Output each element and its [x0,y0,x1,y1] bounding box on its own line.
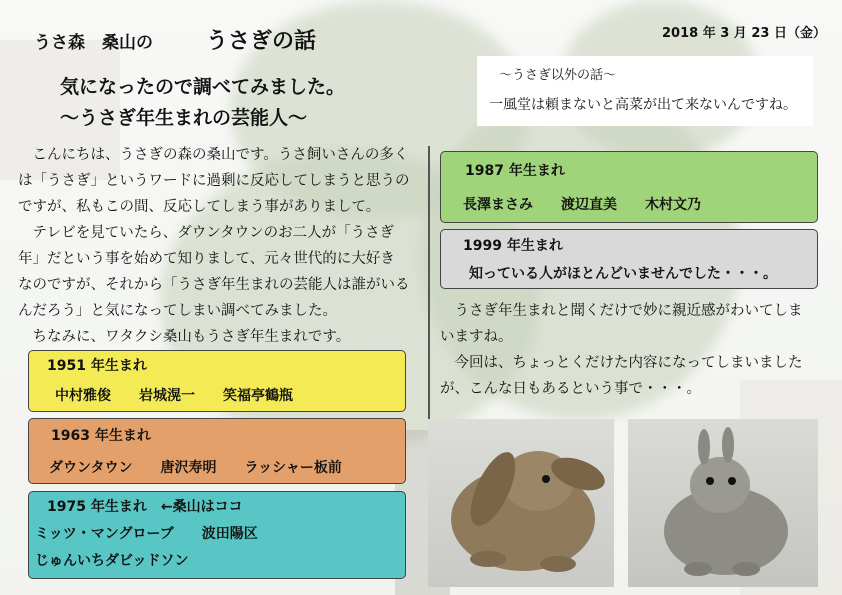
year-names: じゅんいちダビッドソン [35,553,189,569]
year-names: 中村雅俊 岩城滉一 笑福亭鶴瓶 [55,388,293,404]
subtitle-line-2: ～うさぎ年生まれの芸能人～ [60,107,308,129]
date-label: 2018 年 3 月 23 日（金） [662,26,826,41]
year-label: 1963 年生まれ [51,428,151,444]
author-heading: うさ森 桑山の [34,33,153,53]
outro-line: 今回は、ちょっとくだけた内容になってしまいました [440,355,803,371]
year-label: 1987 年生まれ [465,163,565,179]
intro-line: なのですが、それから「うさぎ年生まれの芸能人は誰がいる [18,277,410,293]
outro-line: うさぎ年生まれと聞くだけで妙に親近感がわいてしま [440,303,803,319]
other-talk-body: 一風堂は頼まないと高菜が出て来ないんですね。 [489,97,797,113]
intro-line: んだろう」と気になってしまい調べてみました。 [18,303,337,319]
outro-line: が、こんな日もあるという事で・・・。 [440,381,701,397]
page-title: うさぎの話 [206,29,317,54]
year-names: 長澤まさみ 渡辺直美 木村文乃 [463,197,701,213]
intro-line: テレビを見ていたら、ダウンタウンのお二人が「うさぎ [18,225,395,241]
year-label: 1999 年生まれ [463,238,563,254]
subtitle-line-1: 気になったので調べてみました。 [60,76,346,98]
lop-rabbit-photo [428,419,614,587]
year-box-1999 [440,229,818,289]
closing-paragraph [440,298,803,402]
other-talk-heading: ～うさぎ以外の話～ [499,68,617,83]
netherland-dwarf-rabbit-photo [628,419,818,587]
intro-line: ちなみに、ワタクシ桑山もうさぎ年生まれです。 [18,329,351,345]
intro-paragraph [18,142,410,350]
intro-line: ですが、私もこの間、反応してしまう事がありまして。 [18,199,381,215]
year-names: ダウンタウン 唐沢寿明 ラッシャー板前 [49,460,342,476]
other-talk-box [477,56,813,126]
intro-line: は「うさぎ」というワードに過剰に反応してしまうと思うの [18,173,410,189]
year-label: 1975 年生まれ ←桑山はココ [47,499,243,515]
year-box-1987 [440,151,818,223]
intro-line: 年」だという事を始めて知りまして、元々世代的に大好き [18,251,395,267]
year-label: 1951 年生まれ [47,358,147,374]
year-box-1951 [28,350,406,412]
year-note: 知っている人がほとんどいませんでした・・・。 [469,266,777,282]
year-names: ミッツ・マングローブ 波田陽区 [35,526,258,542]
year-box-1963 [28,418,406,484]
outro-line: いますね。 [440,329,513,345]
intro-line: こんにちは、うさぎの森の桑山です。うさ飼いさんの多く [18,147,409,163]
year-box-1975 [28,491,406,579]
